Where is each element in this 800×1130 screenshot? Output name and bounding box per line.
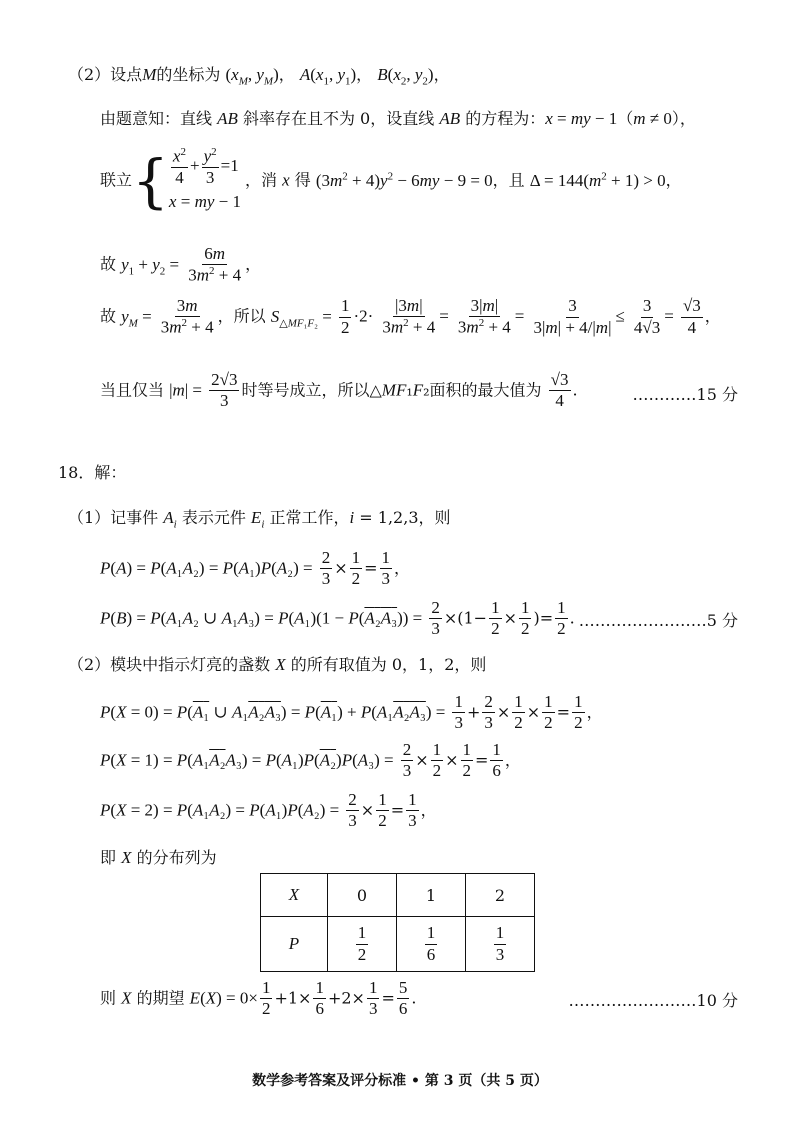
system-line: 联立{ $\frac{x^2}{4}$ + $\frac{y^2}{3}$ =1 x = my − 1 ，消 x 得 $(3m^2 + 4)y^2 - 6my - 9 = 0$，且 $\Delta = 144(m^2 + 1) > 0$， [100,146,682,216]
equality-line: 当且仅当 |m| = $\frac{2√3}{3}$ 时等号成立，所以△MF₁F₂面积的最大值为 $\frac{√3}{4}$ . [100,370,578,411]
score-15: …………15 分 [632,385,738,404]
q18-part2: （2）模块中指示灯亮的盏数 X 的所有取值为 0，1，2，则 [68,655,487,674]
table-cell: $\frac{1}{6}$ [397,917,466,972]
expectation-line: 则 X 的期望 E(X) = 0× $\frac{1}{2}$ +1× $\frac{1}{6}$ +2× $\frac{1}{3}$ = $\frac{5}{6}$ . [100,978,417,1019]
table-cell: $\frac{1}{2}$ [328,917,397,972]
line-setup: 由题意知：直线 AB 斜率存在且不为 0，设直线 AB 的方程为：x = my − 1（m ≠ 0）， [100,109,696,128]
page-footer: 数学参考答案及评分标准 • 第 3 页（共 5 页） [252,1073,548,1089]
table-cell: $\frac{1}{3}$ [466,917,535,972]
px1-line: P(X = 1) = P(A₁A₂A₃) = P(A₁)P(A₂)P(A₃) = $\frac{2}{3}$ × $\frac{1}{2}$ × $\frac{1}{2}$ = $\frac{1}{6}$ ， [100,740,521,781]
pb-line: P(B) = P(A₁A₂ ∪ A₁A₃) = P(A₁)(1 − P(A₂A₃)) = $\frac{2}{3}$ ×(1− $\frac{1}{2}$ × $\frac{1}{2}$ )= $\frac{1}{2}$ . [100,598,575,639]
table-header-cell: 0 [328,874,397,917]
px2-line: P(X = 2) = P(A₁A₂) = P(A₁)P(A₂) = $\frac{2}{3}$ × $\frac{1}{2}$ = $\frac{1}{3}$ ， [100,790,437,831]
score-10: ……………………10 分 [568,991,738,1010]
ym-line: 故 $y_M$ = $\frac{3m}{3m^2 + 4}$ ，所以 $S_{\triangle MF_1F_2}$ = $\frac{1}{2}$ ·2· $\frac{|3m|}{3m^2 + 4}$ = $\frac{3|m|}{3m^2 + 4}$ = $\frac{3}{3|m| + 4/|m|}$ ≤ $\frac{3}{4√3}$ = $\frac{√3}{4}$ ， [100,296,721,338]
table-header-cell: 1 [397,874,466,917]
table-row-label: P [261,917,328,972]
sum-line: 故 $y_1 + y_2$ = $\frac{6m}{3m^2 + 4}$ ， [100,244,262,286]
distribution-table [260,873,535,972]
q18-heading: 18．解： [58,463,127,482]
score-5: ……………………5 分 [578,611,738,630]
dist-intro: 即 X 的分布列为 [100,848,217,867]
table-header-cell: X [261,874,328,917]
pa-line: P(A) = P(A₁A₂) = P(A₁)P(A₂) = $\frac{2}{3}$ × $\frac{1}{2}$ = $\frac{1}{3}$ ， [100,548,411,589]
q18-part1: （1）记事件 $A_i$ 表示元件 $E_i$ 正常工作，i = 1,2,3，则 [68,508,451,531]
table-header-cell: 2 [466,874,535,917]
px0-line: P(X = 0) = P(A₁ ∪ A₁A₂A₃) = P(A₁) + P(A₁A₂A₃) = $\frac{1}{3}$ + $\frac{2}{3}$ × $\frac{1}{2}$ × $\frac{1}{2}$ = $\frac{1}{2}$ ， [100,692,603,733]
part2-heading: （2）设点M的坐标为 ($x_M$, $y_M$)， $A(x_1$, $y_1$)， $B(x_2$, $y_2$)， [68,65,450,88]
